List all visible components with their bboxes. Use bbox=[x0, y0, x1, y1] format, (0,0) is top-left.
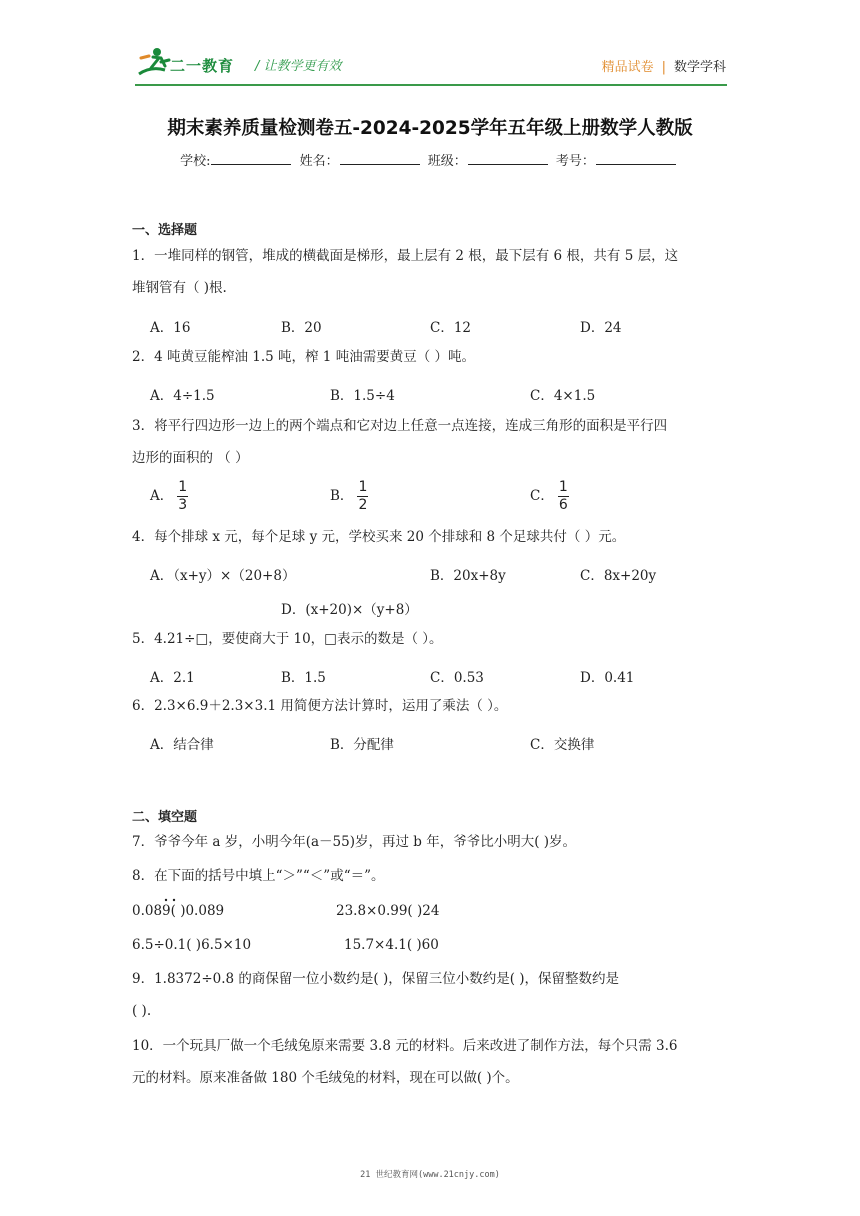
header-tag-premium: 精品试卷 bbox=[601, 60, 654, 75]
question-1 bbox=[132, 240, 730, 304]
q8-item-1: 0.089( )0.089 bbox=[132, 903, 225, 919]
question-9-line1: 9．1.8372÷0.8 的商保留一位小数约是( )，保留三位小数约是( )，保留整数约是 bbox=[132, 971, 620, 987]
page-title: 期末素养质量检测卷五-2024-2025学年五年级上册数学人教版 bbox=[167, 118, 693, 139]
q3-option-b-label: B． bbox=[330, 488, 354, 504]
denominator: 6 bbox=[558, 497, 568, 513]
q3-option-b[interactable] bbox=[330, 480, 368, 513]
q4-option-b[interactable]: B．20x+8y bbox=[430, 568, 506, 584]
q1-option-c[interactable]: C．12 bbox=[430, 320, 472, 336]
school-field[interactable] bbox=[211, 152, 291, 165]
q6-option-b[interactable]: B．分配律 bbox=[330, 737, 394, 753]
q3-option-c[interactable] bbox=[530, 480, 569, 513]
section-fill-title: 二、填空题 bbox=[132, 810, 198, 825]
numerator: 1 bbox=[358, 479, 368, 495]
denominator: 3 bbox=[178, 497, 188, 513]
name-field[interactable] bbox=[340, 152, 420, 165]
question-7: 7．爷爷今年 a 岁，小明今年(a－55)岁，再过 b 年，爷爷比小明大( )岁。 bbox=[132, 834, 577, 850]
q4-option-a[interactable]: A．（x+y）×（20+8） bbox=[150, 568, 296, 584]
fraction bbox=[558, 480, 569, 513]
header-tag-subject: 数学学科 bbox=[673, 60, 726, 75]
question-6: 6．2.3×6.9＋2.3×3.1 用简便方法计算时，运用了乘法（ ）。 bbox=[132, 698, 508, 714]
question-3 bbox=[132, 410, 730, 474]
question-1-line2: 堆钢管有（ )根. bbox=[132, 280, 227, 296]
repeating-decimal-dots-icon bbox=[163, 896, 183, 904]
question-8: 8．在下面的括号中填上“＞”“＜”或“＝”。 bbox=[132, 868, 385, 884]
question-1-line1: 1．一堆同样的钢管，堆成的横截面是梯形，最上层有 2 根，最下层有 6 根，共有 5 层，这 bbox=[132, 248, 679, 264]
q5-option-c[interactable]: C．0.53 bbox=[430, 670, 484, 686]
q8-item-2: 23.8×0.99( )24 bbox=[336, 903, 440, 919]
q3-option-a[interactable] bbox=[150, 480, 188, 513]
q2-option-b[interactable]: B．1.5÷4 bbox=[330, 388, 395, 404]
question-10-line2: 元的材料。原来准备做 180 个毛绒兔的材料，现在可以做( )个。 bbox=[132, 1070, 519, 1086]
page-header bbox=[0, 0, 860, 90]
q3-option-a-label: A． bbox=[150, 488, 174, 504]
q3-option-c-label: C． bbox=[530, 488, 554, 504]
question-3-line1: 3．将平行四边形一边上的两个端点和它对边上任意一点连接，连成三角形的面积是平行四 bbox=[132, 418, 668, 434]
slogan: / 让教学更有效 bbox=[255, 59, 342, 74]
class-field[interactable] bbox=[468, 152, 548, 165]
q5-option-a[interactable]: A．2.1 bbox=[150, 670, 195, 686]
header-subject bbox=[602, 56, 726, 75]
exam-no-field[interactable] bbox=[596, 152, 676, 165]
question-5: 5．4.21÷□，要使商大于 10，□表示的数是（ ）。 bbox=[132, 631, 443, 647]
q5-option-b[interactable]: B．1.5 bbox=[281, 670, 326, 686]
q1-option-d[interactable]: D．24 bbox=[580, 320, 622, 336]
question-10 bbox=[132, 1030, 730, 1094]
fraction bbox=[357, 480, 368, 513]
fraction bbox=[177, 480, 188, 513]
q1-option-b[interactable]: B．20 bbox=[281, 320, 322, 336]
question-3-line2: 边形的面积的 （ ） bbox=[132, 450, 249, 466]
section-choice-title: 一、选择题 bbox=[132, 223, 198, 238]
q2-option-c[interactable]: C．4×1.5 bbox=[530, 388, 596, 404]
question-9 bbox=[132, 963, 730, 1027]
numerator: 1 bbox=[558, 479, 568, 495]
q4-option-d[interactable]: D．(x+20)×（y+8） bbox=[281, 602, 418, 618]
numerator: 1 bbox=[178, 479, 188, 495]
student-info bbox=[0, 150, 860, 169]
q2-option-a[interactable]: A．4÷1.5 bbox=[150, 388, 215, 404]
class-label: 班级： bbox=[427, 154, 467, 169]
header-separator: | bbox=[661, 60, 666, 75]
page-footer: 21 世纪教育网(www.21cnjy.com) bbox=[360, 1170, 500, 1180]
q6-option-a[interactable]: A．结合律 bbox=[150, 737, 214, 753]
name-label: 姓名： bbox=[299, 154, 339, 169]
q8-item-3: 6.5÷0.1( )6.5×10 bbox=[132, 937, 252, 953]
exam-no-label: 考号： bbox=[555, 154, 595, 169]
logo-text: 二一教育 bbox=[170, 57, 235, 75]
q8-item-4: 15.7×4.1( )60 bbox=[344, 937, 439, 953]
q1-option-a[interactable]: A．16 bbox=[150, 320, 191, 336]
q5-option-d[interactable]: D．0.41 bbox=[580, 670, 635, 686]
denominator: 2 bbox=[358, 497, 368, 513]
question-9-line2: ( ). bbox=[132, 1003, 152, 1019]
question-2: 2．4 吨黄豆能榨油 1.5 吨，榨 1 吨油需要黄豆（ ）吨。 bbox=[132, 349, 475, 365]
question-10-line1: 10．一个玩具厂做一个毛绒兔原来需要 3.8 元的材料。后来改进了制作方法，每个只需 3.6 bbox=[132, 1038, 678, 1054]
q6-option-c[interactable]: C．交换律 bbox=[530, 737, 595, 753]
school-label: 学校: bbox=[180, 154, 211, 169]
question-4: 4．每个排球 x 元，每个足球 y 元，学校买来 20 个排球和 8 个足球共付（ ）元。 bbox=[132, 529, 626, 545]
header-divider bbox=[135, 84, 727, 86]
q4-option-c[interactable]: C．8x+20y bbox=[580, 568, 657, 584]
